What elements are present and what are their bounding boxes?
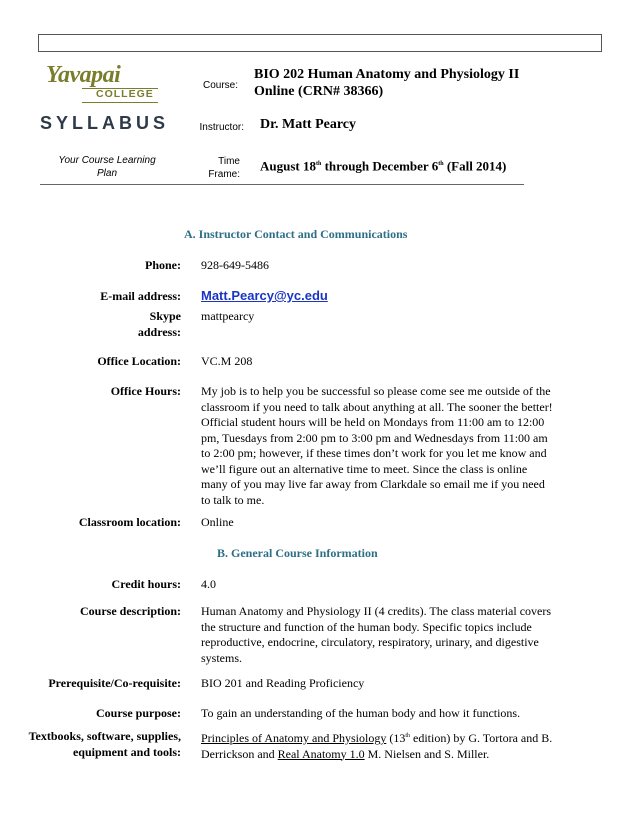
tagline: Your Course Learning Plan: [58, 155, 156, 179]
course-label: Course:: [202, 80, 238, 91]
office-location-label: Office Location:: [97, 354, 181, 368]
timeframe-label: Time Frame:: [208, 156, 240, 180]
textbooks-value: Principles of Anatomy and Physiology (13th edition) by G. Tortora and B. Derrickson and Real Anatomy 1.0 M. Nielsen and S. Miller.: [201, 731, 553, 761]
classroom-value: Online: [201, 515, 234, 529]
email-link[interactable]: Matt.Pearcy@yc.edu: [201, 288, 328, 303]
course-description-label: Course description:: [80, 604, 181, 618]
credit-hours-label: Credit hours:: [111, 577, 181, 591]
classroom-label: Classroom location:: [78, 515, 181, 529]
timeframe-value: August 18th through December 6th (Fall 2014): [260, 158, 507, 174]
instructor-label: Instructor:: [199, 122, 244, 133]
header-rule: [40, 184, 524, 185]
office-location-value: VC.M 208: [201, 354, 253, 368]
prerequisite-value: BIO 201 and Reading Proficiency: [201, 676, 365, 690]
phone-value: 928-649-5486: [201, 258, 269, 272]
skype-value: mattpearcy: [201, 309, 255, 323]
course-value: BIO 202 Human Anatomy and Physiology II Online (CRN# 38366): [254, 67, 520, 99]
course-purpose-label: Course purpose:: [95, 706, 181, 720]
textbooks-label: Textbooks, software, supplies, equipment and tools:: [28, 729, 181, 759]
college-logo: [46, 64, 158, 102]
skype-label: Skype address:: [137, 309, 181, 339]
phone-label: Phone:: [145, 258, 181, 272]
office-hours-value: My job is to help you be successful so please come see me outside of the classroom if you need to talk about anything at all. The sooner the better! Official student hours will be held on Mondays from 11:00 am to 12:00 pm, Tuesdays from 2:00 pm to 3:00 pm and Wednesdays from 11:00 am to 2:00 pm; however, if these times don’t work for you let me know and we’ll figure out an alternative time to meet. Since the class is online many of you may live far away from Clarkdale so email me if you need to talk to me.: [201, 384, 553, 507]
credit-hours-value: 4.0: [201, 577, 216, 591]
top-empty-box: [38, 34, 602, 52]
course-description-value: Human Anatomy and Physiology II (4 credits). The class material covers the structure and function of the human body. Specific topics include reproductive, endocrine, circulatory, respiratory, urinary, and digestive systems.: [201, 604, 552, 665]
section-a-title: A. Instructor Contact and Communications: [184, 227, 408, 241]
course-purpose-value: To gain an understanding of the human body and how it functions.: [201, 706, 521, 720]
prerequisite-label: Prerequisite/Co-requisite:: [48, 676, 181, 690]
section-b-title: B. General Course Information: [217, 546, 378, 560]
syllabus-title: SYLLABUS: [40, 113, 170, 133]
email-label: E-mail address:: [100, 289, 181, 303]
logo-subtext: COLLEGE: [96, 88, 154, 100]
office-hours-label: Office Hours:: [110, 384, 181, 398]
instructor-value: Dr. Matt Pearcy: [260, 117, 357, 132]
logo-wordmark: Yavapai: [46, 62, 121, 88]
